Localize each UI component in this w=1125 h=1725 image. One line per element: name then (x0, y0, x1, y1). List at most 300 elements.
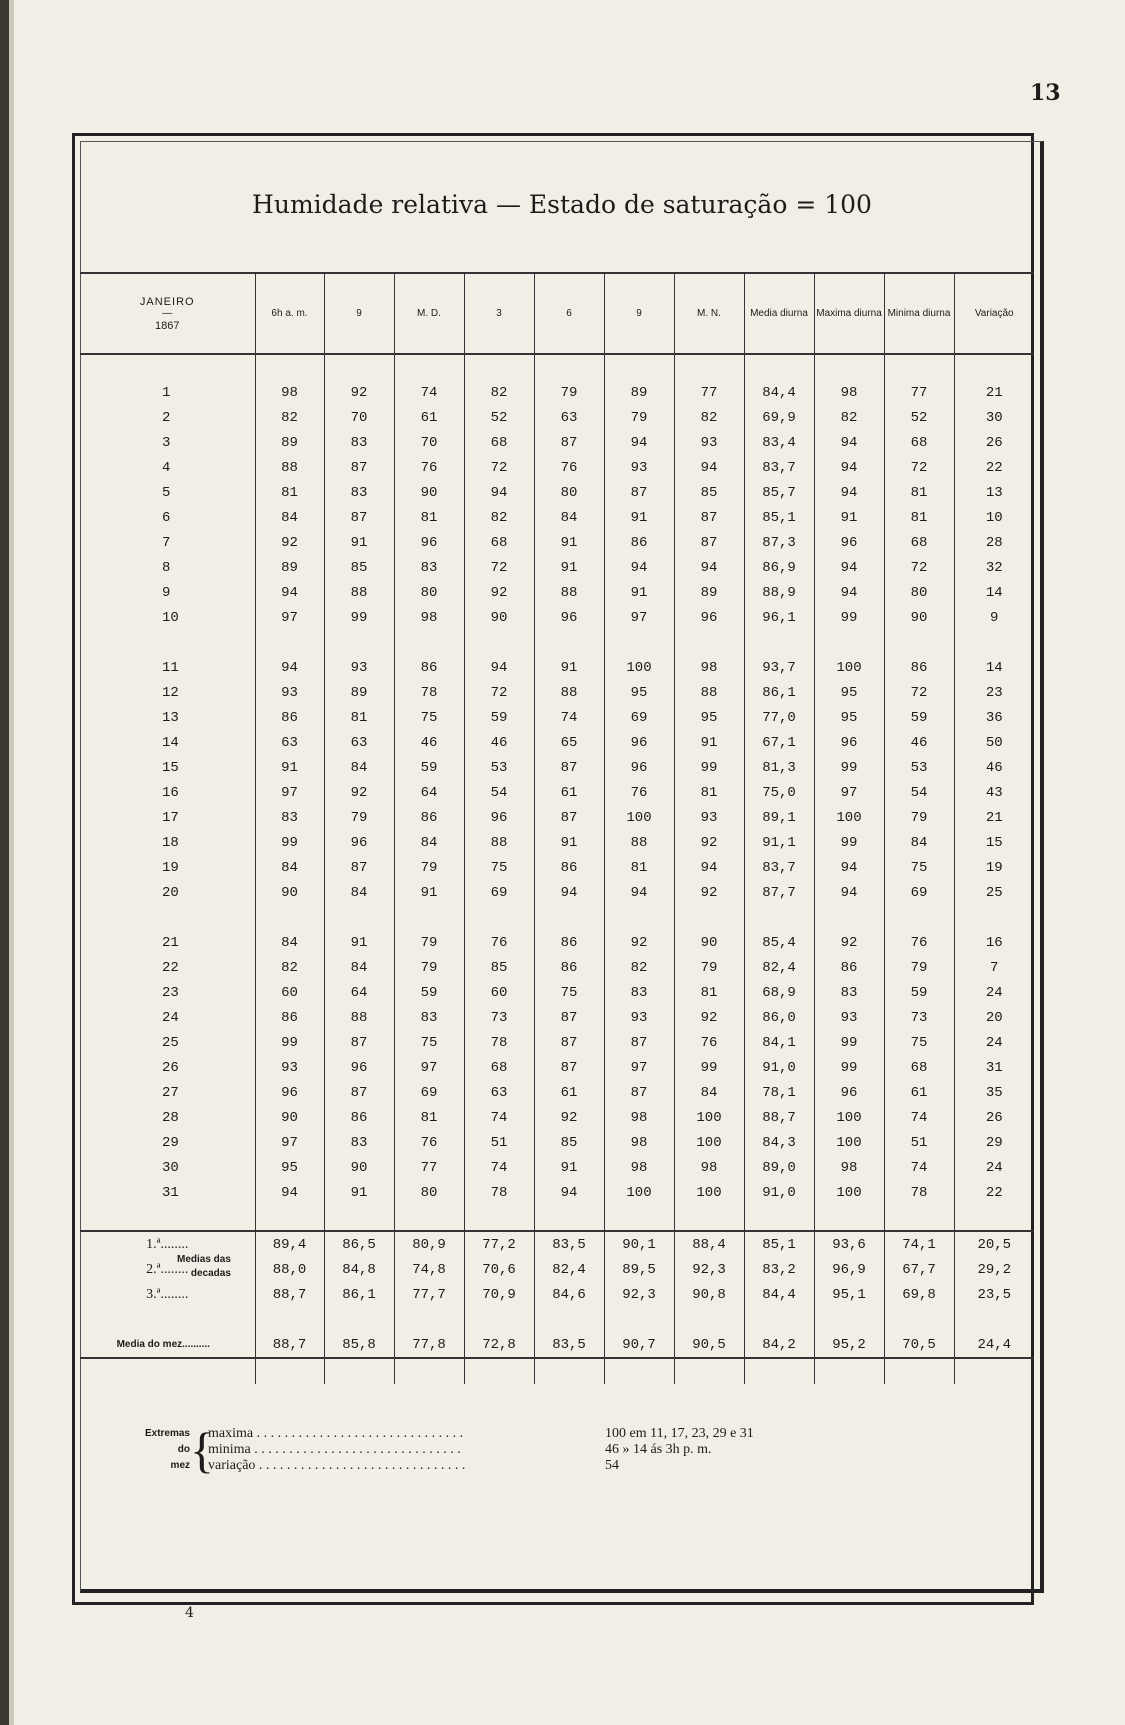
table-cell: 74,1 (884, 1231, 954, 1257)
col-header: Maxima diurna (814, 273, 884, 354)
table-cell (255, 1307, 324, 1332)
table-cell: 81 (674, 980, 744, 1005)
table-cell: 99 (324, 605, 394, 630)
table-cell: 100 (814, 805, 884, 830)
table-cell: 94 (604, 555, 674, 580)
table-cell: 81 (324, 705, 394, 730)
extreme-name: maxima . . . . . . . . . . . . . . . . . . . . . . . . . . . . . . (208, 1426, 464, 1441)
table-cell: 87 (604, 1030, 674, 1055)
table-cell: 85 (674, 480, 744, 505)
table-cell: 80 (394, 580, 464, 605)
table-cell: 78 (394, 680, 464, 705)
table-cell: 96 (324, 830, 394, 855)
table-cell: 86,0 (744, 1005, 814, 1030)
table-cell (674, 1205, 744, 1231)
table-cell: 97 (604, 1055, 674, 1080)
table-cell (884, 630, 954, 655)
table-cell: 90 (255, 880, 324, 905)
table-row (80, 1080, 1034, 1105)
table-cell (394, 630, 464, 655)
table-cell: 96 (534, 605, 604, 630)
table-cell: 91 (674, 730, 744, 755)
table-cell: 87 (674, 505, 744, 530)
table-row (80, 430, 1034, 455)
table-cell: 93 (674, 430, 744, 455)
table-cell (324, 1358, 394, 1384)
table-cell: 89,5 (604, 1257, 674, 1282)
table-row (80, 455, 1034, 480)
book-spine (0, 0, 9, 1725)
table-cell (324, 905, 394, 930)
table-cell: 87 (324, 1030, 394, 1055)
spacer-row (80, 1307, 1034, 1332)
table-cell (80, 1358, 255, 1384)
table-cell: 91 (604, 580, 674, 605)
table-cell: 89 (604, 380, 674, 405)
table-cell: 25 (954, 880, 1034, 905)
table-cell: 94 (814, 855, 884, 880)
table-cell (954, 630, 1034, 655)
table-cell: 64 (394, 780, 464, 805)
table-cell: 95 (814, 680, 884, 705)
table-cell: 82 (464, 380, 534, 405)
table-cell: 59 (884, 705, 954, 730)
table-row (80, 530, 1034, 555)
table-cell: 72 (884, 555, 954, 580)
table-cell: 75 (394, 1030, 464, 1055)
table-cell: 87 (324, 505, 394, 530)
table-cell: 29,2 (954, 1257, 1034, 1282)
table-cell: 96 (394, 530, 464, 555)
page-title: Humidade relativa — Estado de saturação = 100 (252, 190, 872, 219)
table-cell: 83 (394, 1005, 464, 1030)
table-cell: 82,4 (534, 1257, 604, 1282)
table-cell (80, 1205, 255, 1231)
table-cell: 78 (884, 1180, 954, 1205)
table-cell: 100 (814, 1180, 884, 1205)
table-cell: 85,1 (744, 1231, 814, 1257)
table-cell: 22 (954, 455, 1034, 480)
table-cell: 97 (255, 1130, 324, 1155)
day-cell: 31 (162, 1184, 179, 1201)
table-cell: 87 (534, 1005, 604, 1030)
table-cell: 69 (464, 880, 534, 905)
table-cell (744, 630, 814, 655)
table-cell: 79 (394, 855, 464, 880)
day-cell: 9 (162, 584, 171, 601)
table-cell (534, 1358, 604, 1384)
table-cell: 87 (534, 1055, 604, 1080)
table-cell: 81 (604, 855, 674, 880)
table-cell: 69,9 (744, 405, 814, 430)
table-cell: 92,3 (674, 1257, 744, 1282)
table-cell: 63 (464, 1080, 534, 1105)
table-cell: 88 (255, 455, 324, 480)
table-cell: 16 (954, 930, 1034, 955)
table-row (80, 1005, 1034, 1030)
table-cell: 94 (674, 455, 744, 480)
table-cell: 59 (464, 705, 534, 730)
table-cell: 93 (255, 680, 324, 705)
table-cell (674, 1358, 744, 1384)
table-cell (814, 1205, 884, 1231)
table-cell: 61 (394, 405, 464, 430)
table-cell: 81 (394, 1105, 464, 1130)
table-cell: 63 (324, 730, 394, 755)
table-cell: 31 (954, 1055, 1034, 1080)
table-cell (814, 630, 884, 655)
table-cell: 97 (604, 605, 674, 630)
table-cell: 70,5 (884, 1332, 954, 1358)
table-cell: 82 (255, 405, 324, 430)
table-cell (80, 1307, 255, 1332)
table-cell: 86 (255, 705, 324, 730)
table-cell: 88,7 (744, 1105, 814, 1130)
table-cell: 88 (324, 580, 394, 605)
table-row (80, 755, 1034, 780)
table-cell: 52 (884, 405, 954, 430)
table-cell: 60 (255, 980, 324, 1005)
table-cell (884, 1358, 954, 1384)
table-cell: 94 (534, 880, 604, 905)
table-cell: 91 (534, 1155, 604, 1180)
table-cell: 99 (814, 605, 884, 630)
table-cell: 86,1 (744, 680, 814, 705)
table-cell: 80 (394, 1180, 464, 1205)
table-cell: 53 (884, 755, 954, 780)
table-cell (814, 1358, 884, 1384)
table-cell: 91 (534, 555, 604, 580)
table-cell: 96 (604, 730, 674, 755)
table-cell (464, 1307, 534, 1332)
table-row (80, 780, 1034, 805)
table-cell: 15 (954, 830, 1034, 855)
day-cell: 10 (162, 609, 179, 626)
table-cell: 50 (954, 730, 1034, 755)
table-cell: 93 (324, 655, 394, 680)
table-cell: 46 (394, 730, 464, 755)
table-cell: 20,5 (954, 1231, 1034, 1257)
decade-row (80, 1282, 1034, 1307)
table-cell: 69,8 (884, 1282, 954, 1307)
table-cell: 79 (394, 955, 464, 980)
table-cell: 91 (814, 505, 884, 530)
table-cell: 94 (604, 880, 674, 905)
table-cell: 98 (674, 1155, 744, 1180)
table-cell: 94 (814, 880, 884, 905)
table-cell: 92 (604, 930, 674, 955)
table-cell: 70,6 (464, 1257, 534, 1282)
table-cell: 83,7 (744, 455, 814, 480)
table-cell: 74 (884, 1105, 954, 1130)
table-cell: 14 (954, 655, 1034, 680)
table-cell: 59 (394, 980, 464, 1005)
table-cell (954, 1307, 1034, 1332)
day-cell: 17 (162, 809, 179, 826)
table-cell: 87 (534, 1030, 604, 1055)
table-row (80, 680, 1034, 705)
table-cell: 76 (394, 455, 464, 480)
table-cell: 81 (674, 780, 744, 805)
table-cell: 81 (884, 505, 954, 530)
table-cell: 93,6 (814, 1231, 884, 1257)
table-cell (604, 905, 674, 930)
year-label: 1867 (155, 319, 180, 332)
table-cell: 96 (255, 1080, 324, 1105)
table-cell: 26 (954, 430, 1034, 455)
table-cell: 84,1 (744, 1030, 814, 1055)
extreme-name: variação . . . . . . . . . . . . . . . . . . . . . . . . . . . . . . (208, 1458, 466, 1473)
table-cell: 94 (464, 480, 534, 505)
extreme-name: minima . . . . . . . . . . . . . . . . . . . . . . . . . . . . . . (208, 1442, 461, 1457)
table-cell: 83 (324, 480, 394, 505)
table-cell: 96,1 (744, 605, 814, 630)
day-cell: 14 (162, 734, 179, 751)
table-cell: 74 (464, 1155, 534, 1180)
table-cell: 10 (954, 505, 1034, 530)
table-cell: 83 (324, 1130, 394, 1155)
day-cell: 29 (162, 1134, 179, 1151)
table-cell: 88 (324, 1005, 394, 1030)
col-header: M. D. (394, 273, 464, 354)
table-cell (884, 1307, 954, 1332)
table-cell: 81,3 (744, 755, 814, 780)
table-cell: 68 (884, 1055, 954, 1080)
table-cell: 75 (464, 855, 534, 880)
table-cell: 86 (324, 1105, 394, 1130)
table-row (80, 380, 1034, 405)
table-cell: 91 (534, 830, 604, 855)
table-row (80, 1130, 1034, 1155)
table-cell: 84,2 (744, 1332, 814, 1358)
table-cell: 85,7 (744, 480, 814, 505)
day-cell: 6 (162, 509, 171, 526)
month-dash: — (162, 307, 173, 319)
table-cell: 81 (394, 505, 464, 530)
table-cell: 88 (534, 580, 604, 605)
day-cell: 28 (162, 1109, 179, 1126)
extremes-brace: { (190, 1422, 214, 1478)
table-cell: 86 (534, 855, 604, 880)
table-row (80, 655, 1034, 680)
table-cell: 13 (954, 480, 1034, 505)
table-cell: 90 (674, 930, 744, 955)
table-cell: 91,0 (744, 1055, 814, 1080)
table-cell: 88 (464, 830, 534, 855)
table-cell: 93,7 (744, 655, 814, 680)
table-cell: 60 (464, 980, 534, 1005)
spacer-row (80, 1205, 1034, 1231)
table-cell: 93 (814, 1005, 884, 1030)
table-cell: 98 (604, 1105, 674, 1130)
day-cell: 30 (162, 1159, 179, 1176)
col-header: 9 (324, 273, 394, 354)
table-cell: 89 (324, 680, 394, 705)
day-cell: 1 (162, 384, 171, 401)
table-cell: 96 (814, 1080, 884, 1105)
table-cell: 84 (255, 855, 324, 880)
table-cell: 100 (674, 1105, 744, 1130)
table-cell (814, 905, 884, 930)
table-cell: 79 (674, 955, 744, 980)
table-cell: 98 (814, 1155, 884, 1180)
book-spine-edge (9, 0, 14, 1725)
table-cell (954, 905, 1034, 930)
table-cell (255, 905, 324, 930)
table-cell: 100 (604, 805, 674, 830)
spacer-row (80, 630, 1034, 655)
table-cell (324, 630, 394, 655)
table-cell (674, 1307, 744, 1332)
table-cell (394, 1205, 464, 1231)
decades-title-line: decadas (190, 1267, 231, 1279)
table-cell: 80 (884, 580, 954, 605)
table-cell: 91 (324, 1180, 394, 1205)
table-cell: 69 (394, 1080, 464, 1105)
day-cell: 23 (162, 984, 179, 1001)
table-cell: 24 (954, 980, 1034, 1005)
table-cell: 19 (954, 855, 1034, 880)
table-cell: 76 (884, 930, 954, 955)
table-row (80, 855, 1034, 880)
table-cell: 97 (394, 1055, 464, 1080)
table-cell: 21 (954, 380, 1034, 405)
table-cell: 77 (394, 1155, 464, 1180)
table-cell: 74 (884, 1155, 954, 1180)
table-cell: 63 (255, 730, 324, 755)
table-cell: 95,2 (814, 1332, 884, 1358)
page-number: 13 (1030, 80, 1061, 106)
table-cell: 76 (394, 1130, 464, 1155)
day-cell: 12 (162, 684, 179, 701)
table-row (80, 1030, 1034, 1055)
table-cell: 89,0 (744, 1155, 814, 1180)
table-cell: 82 (814, 405, 884, 430)
table-row (80, 1105, 1034, 1130)
table-cell: 81 (884, 480, 954, 505)
table-cell: 85,1 (744, 505, 814, 530)
table-cell: 80 (534, 480, 604, 505)
table-cell (674, 630, 744, 655)
day-cell: 24 (162, 1009, 179, 1026)
table-cell: 92 (674, 1005, 744, 1030)
table-cell: 90 (394, 480, 464, 505)
table-cell: 23 (954, 680, 1034, 705)
table-cell: 86 (534, 930, 604, 955)
table-row (80, 480, 1034, 505)
table-body (80, 354, 1034, 1384)
table-cell: 86 (255, 1005, 324, 1030)
table-cell: 95 (814, 705, 884, 730)
table-cell: 67,1 (744, 730, 814, 755)
month-mean-row (80, 1332, 1034, 1358)
table-row (80, 805, 1034, 830)
table-cell: 87,3 (744, 530, 814, 555)
table-cell: 68 (884, 430, 954, 455)
extremes-label (100, 1426, 190, 1474)
table-cell: 83 (324, 430, 394, 455)
table-cell (884, 905, 954, 930)
table-row (80, 705, 1034, 730)
table-cell: 46 (954, 755, 1034, 780)
table-cell: 89,1 (744, 805, 814, 830)
table-cell: 95 (674, 705, 744, 730)
table-cell: 63 (534, 405, 604, 430)
table-cell: 94 (814, 480, 884, 505)
table-cell: 29 (954, 1130, 1034, 1155)
table-cell: 79 (394, 930, 464, 955)
table-cell: 94 (464, 655, 534, 680)
table-cell: 90,8 (674, 1282, 744, 1307)
table-cell: 84,4 (744, 1282, 814, 1307)
table-row (80, 830, 1034, 855)
table-cell: 68 (464, 430, 534, 455)
day-cell: 25 (162, 1034, 179, 1051)
table-cell: 84 (324, 955, 394, 980)
table-cell: 93 (604, 455, 674, 480)
table-cell: 72 (464, 555, 534, 580)
table-cell: 61 (534, 1080, 604, 1105)
table-cell: 84 (255, 930, 324, 955)
table-cell (744, 1205, 814, 1231)
day-cell: 4 (162, 459, 171, 476)
table-cell: 87 (324, 1080, 394, 1105)
table-row (80, 1055, 1034, 1080)
table-cell: 98 (604, 1155, 674, 1180)
table-cell: 100 (674, 1180, 744, 1205)
table-cell (604, 630, 674, 655)
table-cell: 70 (394, 430, 464, 455)
table-cell: 79 (884, 955, 954, 980)
table-cell: 52 (464, 405, 534, 430)
table-cell: 88,7 (255, 1332, 324, 1358)
table-cell: 69 (884, 880, 954, 905)
table-cell: 70,9 (464, 1282, 534, 1307)
table-cell: 87 (534, 430, 604, 455)
table-cell: 91 (324, 930, 394, 955)
table-cell: 88,7 (255, 1282, 324, 1307)
table-cell: 92,3 (604, 1282, 674, 1307)
table-row (80, 605, 1034, 630)
table-cell (744, 905, 814, 930)
extreme-var-row (208, 1458, 1008, 1474)
table-cell: 94 (604, 430, 674, 455)
table-cell (534, 1307, 604, 1332)
table-cell: 51 (884, 1130, 954, 1155)
table-cell (324, 1307, 394, 1332)
table-cell: 24,4 (954, 1332, 1034, 1358)
table-cell: 75 (394, 705, 464, 730)
table-cell: 87 (674, 530, 744, 555)
table-cell: 87 (604, 480, 674, 505)
day-cell: 3 (162, 434, 171, 451)
table-cell: 88 (674, 680, 744, 705)
table-cell: 83,2 (744, 1257, 814, 1282)
table-cell: 23,5 (954, 1282, 1034, 1307)
decade-label (80, 1282, 255, 1307)
table-cell: 69 (604, 705, 674, 730)
table-cell (954, 1205, 1034, 1231)
table-cell: 86,9 (744, 555, 814, 580)
table-cell: 72 (884, 680, 954, 705)
table-cell: 51 (464, 1130, 534, 1155)
table-cell: 86 (534, 955, 604, 980)
table-cell: 61 (884, 1080, 954, 1105)
table-cell (464, 905, 534, 930)
table-cell: 96,9 (814, 1257, 884, 1282)
day-cell: 18 (162, 834, 179, 851)
table-cell (255, 630, 324, 655)
